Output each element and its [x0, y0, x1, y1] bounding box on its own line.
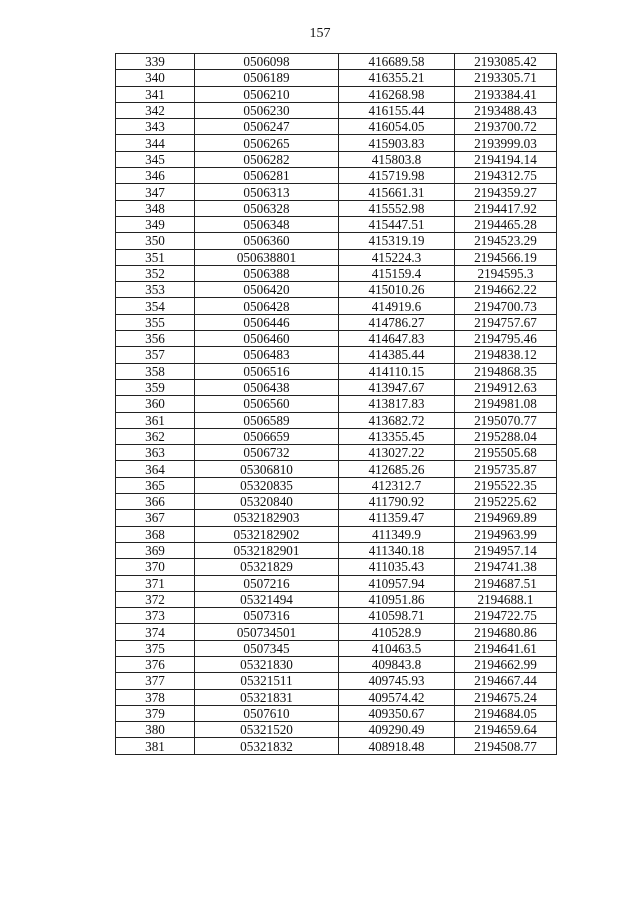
table-row — [116, 265, 557, 281]
table-row — [116, 640, 557, 656]
y-coordinate-cell: 2194757.67 — [455, 314, 557, 330]
table-row — [116, 168, 557, 184]
y-coordinate-cell: 2194662.22 — [455, 282, 557, 298]
x-coordinate-cell: 408918.48 — [339, 738, 455, 754]
point-number-cell: 345 — [116, 151, 195, 167]
x-coordinate-cell: 416054.05 — [339, 119, 455, 135]
point-number-cell: 376 — [116, 656, 195, 672]
x-coordinate-cell: 409843.8 — [339, 656, 455, 672]
x-coordinate-cell: 416355.21 — [339, 70, 455, 86]
point-id-cell: 05320840 — [195, 494, 339, 510]
point-number-cell: 370 — [116, 559, 195, 575]
x-coordinate-cell: 414385.44 — [339, 347, 455, 363]
table-row — [116, 559, 557, 575]
point-id-cell: 0507216 — [195, 575, 339, 591]
point-id-cell: 050638801 — [195, 249, 339, 265]
coordinate-table-body — [116, 54, 557, 755]
x-coordinate-cell: 416155.44 — [339, 102, 455, 118]
x-coordinate-cell: 415447.51 — [339, 216, 455, 232]
point-id-cell: 0532182902 — [195, 526, 339, 542]
point-id-cell: 0506589 — [195, 412, 339, 428]
point-id-cell: 05321832 — [195, 738, 339, 754]
table-row — [116, 298, 557, 314]
point-number-cell: 369 — [116, 542, 195, 558]
table-row — [116, 412, 557, 428]
y-coordinate-cell: 2194465.28 — [455, 216, 557, 232]
table-row — [116, 151, 557, 167]
table-row — [116, 477, 557, 493]
point-number-cell: 351 — [116, 249, 195, 265]
y-coordinate-cell: 2193488.43 — [455, 102, 557, 118]
point-number-cell: 366 — [116, 494, 195, 510]
point-number-cell: 346 — [116, 168, 195, 184]
point-id-cell: 0506230 — [195, 102, 339, 118]
point-id-cell: 0506247 — [195, 119, 339, 135]
x-coordinate-cell: 415319.19 — [339, 233, 455, 249]
y-coordinate-cell: 2194722.75 — [455, 608, 557, 624]
x-coordinate-cell: 415661.31 — [339, 184, 455, 200]
point-id-cell: 05321520 — [195, 722, 339, 738]
y-coordinate-cell: 2194359.27 — [455, 184, 557, 200]
y-coordinate-cell: 2194700.73 — [455, 298, 557, 314]
table-row — [116, 249, 557, 265]
table-row — [116, 119, 557, 135]
y-coordinate-cell: 2194741.38 — [455, 559, 557, 575]
point-number-cell: 367 — [116, 510, 195, 526]
y-coordinate-cell: 2194868.35 — [455, 363, 557, 379]
table-row — [116, 331, 557, 347]
x-coordinate-cell: 410951.86 — [339, 591, 455, 607]
table-row — [116, 86, 557, 102]
table-row — [116, 184, 557, 200]
point-number-cell: 364 — [116, 461, 195, 477]
table-row — [116, 738, 557, 754]
point-id-cell: 0506281 — [195, 168, 339, 184]
x-coordinate-cell: 415010.26 — [339, 282, 455, 298]
point-number-cell: 380 — [116, 722, 195, 738]
x-coordinate-cell: 411035.43 — [339, 559, 455, 575]
table-row — [116, 363, 557, 379]
table-row — [116, 526, 557, 542]
point-number-cell: 361 — [116, 412, 195, 428]
y-coordinate-cell: 2194417.92 — [455, 200, 557, 216]
y-coordinate-cell: 2194641.61 — [455, 640, 557, 656]
point-number-cell: 349 — [116, 216, 195, 232]
point-id-cell: 0507316 — [195, 608, 339, 624]
table-row — [116, 282, 557, 298]
point-id-cell: 0506428 — [195, 298, 339, 314]
x-coordinate-cell: 410463.5 — [339, 640, 455, 656]
point-number-cell: 381 — [116, 738, 195, 754]
point-id-cell: 0506348 — [195, 216, 339, 232]
point-id-cell: 0506098 — [195, 54, 339, 70]
y-coordinate-cell: 2194687.51 — [455, 575, 557, 591]
x-coordinate-cell: 413817.83 — [339, 396, 455, 412]
table-row — [116, 135, 557, 151]
table-row — [116, 461, 557, 477]
point-id-cell: 0532182903 — [195, 510, 339, 526]
x-coordinate-cell: 409290.49 — [339, 722, 455, 738]
point-id-cell: 0506328 — [195, 200, 339, 216]
page-number: 157 — [309, 26, 331, 41]
x-coordinate-cell: 414110.15 — [339, 363, 455, 379]
point-number-cell: 354 — [116, 298, 195, 314]
point-id-cell: 0506483 — [195, 347, 339, 363]
y-coordinate-cell: 2195505.68 — [455, 445, 557, 461]
table-row — [116, 216, 557, 232]
point-number-cell: 357 — [116, 347, 195, 363]
y-coordinate-cell: 2195225.62 — [455, 494, 557, 510]
point-number-cell: 347 — [116, 184, 195, 200]
x-coordinate-cell: 411790.92 — [339, 494, 455, 510]
point-id-cell: 0506460 — [195, 331, 339, 347]
table-row — [116, 608, 557, 624]
table-row — [116, 314, 557, 330]
table-row — [116, 396, 557, 412]
x-coordinate-cell: 410957.94 — [339, 575, 455, 591]
table-row — [116, 347, 557, 363]
point-number-cell: 341 — [116, 86, 195, 102]
y-coordinate-cell: 2195070.77 — [455, 412, 557, 428]
point-id-cell: 0506560 — [195, 396, 339, 412]
point-number-cell: 339 — [116, 54, 195, 70]
y-coordinate-cell: 2194194.14 — [455, 151, 557, 167]
y-coordinate-cell: 2193999.03 — [455, 135, 557, 151]
y-coordinate-cell: 2194675.24 — [455, 689, 557, 705]
x-coordinate-cell: 415903.83 — [339, 135, 455, 151]
y-coordinate-cell: 2193085.42 — [455, 54, 557, 70]
y-coordinate-cell: 2193305.71 — [455, 70, 557, 86]
x-coordinate-cell: 416268.98 — [339, 86, 455, 102]
point-id-cell: 0507610 — [195, 705, 339, 721]
point-id-cell: 0506189 — [195, 70, 339, 86]
point-number-cell: 377 — [116, 673, 195, 689]
table-row — [116, 673, 557, 689]
point-number-cell: 352 — [116, 265, 195, 281]
point-id-cell: 050734501 — [195, 624, 339, 640]
point-number-cell: 362 — [116, 428, 195, 444]
point-number-cell: 363 — [116, 445, 195, 461]
point-id-cell: 0506360 — [195, 233, 339, 249]
x-coordinate-cell: 411349.9 — [339, 526, 455, 542]
y-coordinate-cell: 2194508.77 — [455, 738, 557, 754]
y-coordinate-cell: 2194566.19 — [455, 249, 557, 265]
point-number-cell: 378 — [116, 689, 195, 705]
point-id-cell: 0506313 — [195, 184, 339, 200]
x-coordinate-cell: 413682.72 — [339, 412, 455, 428]
point-id-cell: 05321829 — [195, 559, 339, 575]
y-coordinate-cell: 2194662.99 — [455, 656, 557, 672]
y-coordinate-cell: 2194795.46 — [455, 331, 557, 347]
y-coordinate-cell: 2194684.05 — [455, 705, 557, 721]
point-id-cell: 0532182901 — [195, 542, 339, 558]
point-id-cell: 0506516 — [195, 363, 339, 379]
table-row — [116, 379, 557, 395]
table-row — [116, 510, 557, 526]
y-coordinate-cell: 2194963.99 — [455, 526, 557, 542]
y-coordinate-cell: 2195735.87 — [455, 461, 557, 477]
y-coordinate-cell: 2194981.08 — [455, 396, 557, 412]
point-number-cell: 358 — [116, 363, 195, 379]
x-coordinate-cell: 414786.27 — [339, 314, 455, 330]
point-number-cell: 375 — [116, 640, 195, 656]
y-coordinate-cell: 2195522.35 — [455, 477, 557, 493]
y-coordinate-cell: 2193700.72 — [455, 119, 557, 135]
point-id-cell: 0506388 — [195, 265, 339, 281]
point-number-cell: 342 — [116, 102, 195, 118]
y-coordinate-cell: 2194595.3 — [455, 265, 557, 281]
table-row — [116, 233, 557, 249]
table-row — [116, 445, 557, 461]
point-id-cell: 0507345 — [195, 640, 339, 656]
y-coordinate-cell: 2193384.41 — [455, 86, 557, 102]
x-coordinate-cell: 414919.6 — [339, 298, 455, 314]
x-coordinate-cell: 415719.98 — [339, 168, 455, 184]
x-coordinate-cell: 409574.42 — [339, 689, 455, 705]
table-row — [116, 591, 557, 607]
point-number-cell: 340 — [116, 70, 195, 86]
x-coordinate-cell: 413947.67 — [339, 379, 455, 395]
x-coordinate-cell: 415803.8 — [339, 151, 455, 167]
point-number-cell: 379 — [116, 705, 195, 721]
x-coordinate-cell: 413027.22 — [339, 445, 455, 461]
y-coordinate-cell: 2194523.29 — [455, 233, 557, 249]
y-coordinate-cell: 2195288.04 — [455, 428, 557, 444]
point-number-cell: 371 — [116, 575, 195, 591]
x-coordinate-cell: 412312.7 — [339, 477, 455, 493]
table-row — [116, 428, 557, 444]
point-id-cell: 05321830 — [195, 656, 339, 672]
table-row — [116, 494, 557, 510]
table-row — [116, 656, 557, 672]
x-coordinate-cell: 413355.45 — [339, 428, 455, 444]
point-number-cell: 373 — [116, 608, 195, 624]
point-number-cell: 374 — [116, 624, 195, 640]
table-row — [116, 722, 557, 738]
y-coordinate-cell: 2194969.89 — [455, 510, 557, 526]
point-id-cell: 05321511 — [195, 673, 339, 689]
table-row — [116, 624, 557, 640]
x-coordinate-cell: 412685.26 — [339, 461, 455, 477]
table-row — [116, 200, 557, 216]
table-row — [116, 54, 557, 70]
point-number-cell: 348 — [116, 200, 195, 216]
point-number-cell: 356 — [116, 331, 195, 347]
point-id-cell: 05320835 — [195, 477, 339, 493]
y-coordinate-cell: 2194912.63 — [455, 379, 557, 395]
x-coordinate-cell: 414647.83 — [339, 331, 455, 347]
point-id-cell: 0506446 — [195, 314, 339, 330]
point-number-cell: 368 — [116, 526, 195, 542]
x-coordinate-cell: 410598.71 — [339, 608, 455, 624]
table-row — [116, 705, 557, 721]
point-id-cell: 0506438 — [195, 379, 339, 395]
x-coordinate-cell: 411340.18 — [339, 542, 455, 558]
y-coordinate-cell: 2194688.1 — [455, 591, 557, 607]
y-coordinate-cell: 2194680.86 — [455, 624, 557, 640]
table-row — [116, 102, 557, 118]
point-id-cell: 0506659 — [195, 428, 339, 444]
point-number-cell: 343 — [116, 119, 195, 135]
y-coordinate-cell: 2194838.12 — [455, 347, 557, 363]
table-row — [116, 575, 557, 591]
point-number-cell: 344 — [116, 135, 195, 151]
x-coordinate-cell: 415224.3 — [339, 249, 455, 265]
point-id-cell: 0506282 — [195, 151, 339, 167]
y-coordinate-cell: 2194312.75 — [455, 168, 557, 184]
y-coordinate-cell: 2194659.64 — [455, 722, 557, 738]
point-number-cell: 359 — [116, 379, 195, 395]
point-id-cell: 05306810 — [195, 461, 339, 477]
point-id-cell: 05321494 — [195, 591, 339, 607]
point-number-cell: 372 — [116, 591, 195, 607]
table-row — [116, 542, 557, 558]
y-coordinate-cell: 2194957.14 — [455, 542, 557, 558]
x-coordinate-cell: 410528.9 — [339, 624, 455, 640]
point-number-cell: 353 — [116, 282, 195, 298]
point-number-cell: 360 — [116, 396, 195, 412]
x-coordinate-cell: 416689.58 — [339, 54, 455, 70]
x-coordinate-cell: 415552.98 — [339, 200, 455, 216]
point-number-cell: 355 — [116, 314, 195, 330]
point-id-cell: 0506420 — [195, 282, 339, 298]
point-number-cell: 350 — [116, 233, 195, 249]
point-id-cell: 0506210 — [195, 86, 339, 102]
point-id-cell: 0506732 — [195, 445, 339, 461]
coordinate-table — [115, 53, 557, 755]
table-row — [116, 689, 557, 705]
point-number-cell: 365 — [116, 477, 195, 493]
x-coordinate-cell: 409745.93 — [339, 673, 455, 689]
y-coordinate-cell: 2194667.44 — [455, 673, 557, 689]
x-coordinate-cell: 409350.67 — [339, 705, 455, 721]
x-coordinate-cell: 411359.47 — [339, 510, 455, 526]
point-id-cell: 0506265 — [195, 135, 339, 151]
x-coordinate-cell: 415159.4 — [339, 265, 455, 281]
point-id-cell: 05321831 — [195, 689, 339, 705]
table-row — [116, 70, 557, 86]
